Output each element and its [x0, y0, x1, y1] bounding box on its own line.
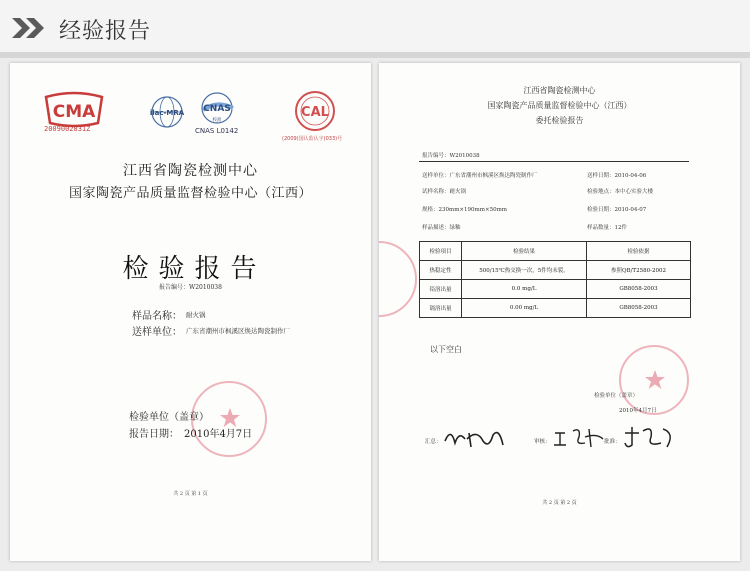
sample-name-label: 样品名称： [132, 311, 182, 322]
header-divider [0, 52, 750, 58]
field-sample-name: 试样名称：耐火锅 [422, 189, 467, 195]
svg-text:CAL: CAL [301, 105, 329, 120]
table-cell: 500/15℃热交换一次，5件均未裂。 [462, 261, 587, 280]
table-cell: 热稳定性 [420, 261, 462, 280]
sample-name-value: 耐火锅 [186, 311, 206, 319]
report-title: 检验报告 [122, 254, 267, 284]
table-row [420, 261, 691, 280]
seam-stamp [379, 241, 417, 317]
cnas-number: CNAS L0142 [195, 127, 239, 135]
blank-note: 以下空白 [430, 345, 462, 354]
official-stamp [619, 345, 689, 415]
cma-number: 2009002831Z [44, 125, 91, 133]
compiler-label: 汇总： [425, 439, 442, 445]
field-send-date: 送样日期：2010-04-06 [587, 173, 647, 179]
org-name-line1: 江西省陶瓷检测中心 [523, 86, 596, 95]
cal-number: (2009)国认监认字(033)号 [282, 136, 343, 142]
field-inspect-place: 检验地点：本中心实验大楼 [587, 189, 654, 195]
divider-line [419, 161, 689, 162]
reviewer-signature [551, 425, 611, 451]
report-detail-page [379, 63, 740, 561]
report-number: 报告编号：W2010038 [159, 284, 222, 291]
page-footer: 共 2 页 第 1 页 [173, 491, 208, 497]
report-date: 2010年4月7日 [619, 408, 657, 414]
table-cell: 0.00 mg/L [462, 299, 587, 318]
reviewer-label: 审核： [534, 439, 551, 445]
field-spec: 规格：230mm×190mm×50mm [422, 207, 508, 213]
inspect-unit-label: 检验单位（盖章） [129, 412, 209, 423]
header-bar [0, 0, 750, 52]
svg-text:ilac-MRA: ilac-MRA [149, 109, 185, 117]
table-cell: 铅溶出量 [420, 280, 462, 299]
table-header-cell: 检验依据 [587, 242, 691, 261]
inspect-unit-label: 检验单位（盖章） [594, 393, 639, 399]
table-cell: 参照QB/T2580-2002 [587, 261, 691, 280]
table-cell: GB8058-2003 [587, 299, 691, 318]
org-name-line2: 国家陶瓷产品质量监督检验中心（江西） [487, 101, 632, 110]
table-header-cell: 检验结果 [462, 242, 587, 261]
table-cell: 0.0 mg/L [462, 280, 587, 299]
table-cell: 镉溶出量 [420, 299, 462, 318]
report-date-label: 报告日期： [129, 429, 179, 440]
report-date-value: 2010年4月7日 [184, 429, 253, 440]
field-quantity: 样品数量：12件 [587, 225, 627, 231]
sender-value: 广东省潮州市枫溪区焕达陶瓷制作厂 [186, 327, 290, 335]
sender-label: 送样单位： [132, 327, 182, 338]
report-number: 报告编号：W2010038 [422, 153, 480, 159]
report-type: 委托检验报告 [535, 116, 584, 125]
page-footer: 共 2 页 第 2 页 [542, 500, 577, 506]
org-name-line2: 国家陶瓷产品质量监督检验中心（江西） [68, 186, 312, 201]
org-name-line1: 江西省陶瓷检测中心 [123, 163, 258, 179]
table-cell: GB8058-2003 [587, 280, 691, 299]
svg-text:校准: 校准 [212, 118, 222, 123]
svg-text:CMA: CMA [52, 102, 96, 122]
table-row [420, 280, 691, 299]
svg-text:CNAS: CNAS [203, 104, 231, 114]
field-sender: 送样单位：广东省潮州市枫溪区焕达陶瓷制作厂 [422, 173, 538, 179]
results-table [419, 241, 691, 318]
approver-signature [621, 423, 681, 453]
double-chevron-icon [12, 18, 50, 38]
report-cover-page [10, 63, 371, 561]
table-header-row [420, 242, 691, 261]
field-description: 样品描述：绿釉 [422, 225, 461, 231]
approver-label: 批准： [604, 439, 621, 445]
table-row [420, 299, 691, 318]
field-inspect-date: 检验日期：2010-04-07 [587, 207, 647, 213]
compiler-signature [441, 423, 511, 453]
section-title: 经验报告 [59, 19, 152, 44]
table-header-cell: 检验项目 [420, 242, 462, 261]
stamp-star-icon [644, 369, 666, 391]
cal-logo [293, 89, 337, 133]
